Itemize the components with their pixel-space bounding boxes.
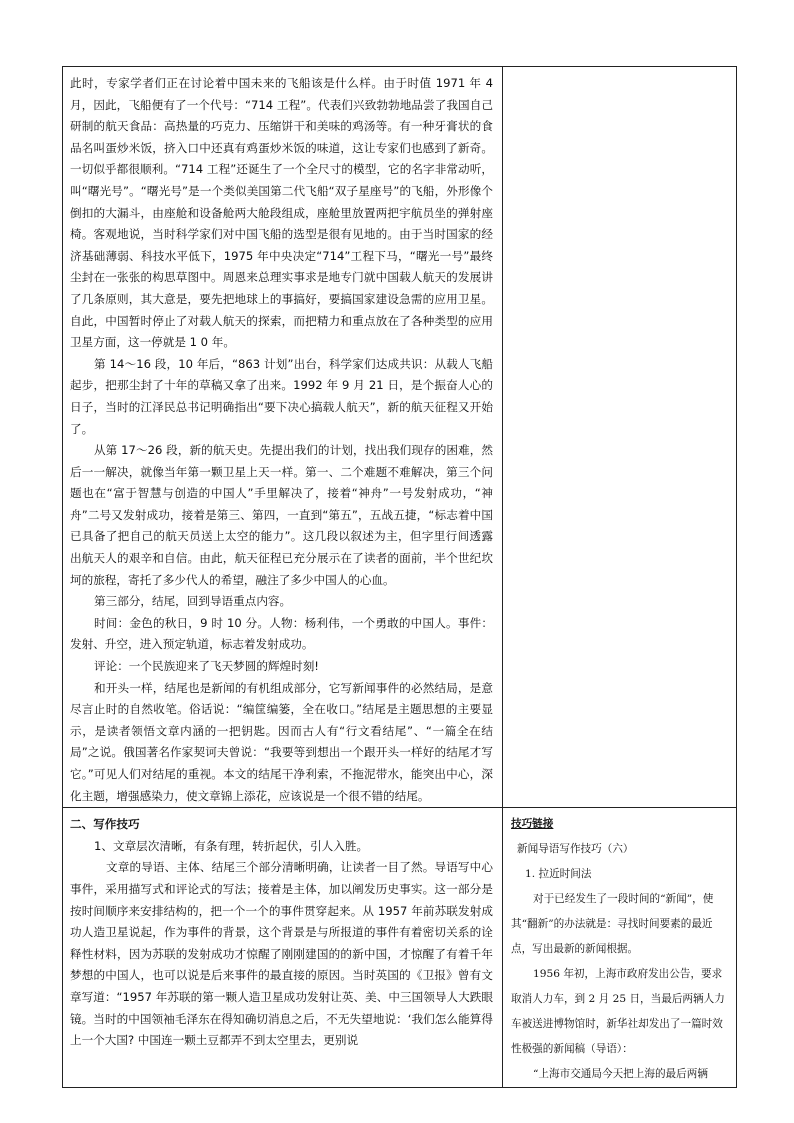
writing-skills-cell bbox=[63, 808, 503, 1088]
empty-side-cell bbox=[503, 67, 737, 808]
section-heading: 二、写作技巧 bbox=[70, 817, 140, 832]
paragraph-part-three: 第三部分，结尾，回到导语重点内容。 bbox=[94, 594, 292, 609]
skill-point: 1、文章层次清晰，有条有理，转折起伏，引人入胜。 bbox=[94, 838, 369, 853]
tips-point: 1. 拉近时间法 bbox=[525, 868, 592, 881]
tips-text bbox=[503, 808, 736, 1087]
table-row bbox=[63, 808, 737, 1088]
tips-cell bbox=[503, 808, 737, 1088]
paragraph-time-person-event: 时间：金色的秋日，9 时 10 分。人物：杨利伟，一个勇敢的中国人。事件：发射、升空，进入预定轨道，标志着发射成功。 bbox=[70, 615, 493, 652]
analysis-cell bbox=[63, 67, 503, 808]
table-row bbox=[63, 67, 737, 808]
writing-skills-text bbox=[63, 808, 502, 1052]
analysis-text bbox=[63, 67, 502, 807]
tips-text-3: “上海市交通局今天把上海的最后两辆 bbox=[533, 1068, 708, 1081]
paragraph-comment: 评论：一个民族迎来了飞天梦圆的辉煌时刻! bbox=[94, 659, 319, 674]
tips-title: 技巧链接 bbox=[511, 818, 554, 831]
paragraph-background-714: 此时，专家学者们正在讨论着中国未来的飞船该是什么样。由于时值 1971 年 4 月，因此，飞船便有了一个代号：“714 工程”。代表们兴致勃勃地品尝了我国自己研制的航天食品：高热量的巧克力、压缩饼干和美味的鸡汤等。有一种牙膏状的食品名叫蛋炒米饭，挤入口中还真有鸡蛋炒米饭的味道，这让专家们也感到了新奇。一切似乎都很顺利。“714 工程”还诞生了一个全尺寸的模型，它的名字非常动听，叫“曙光号”。“曙光号”是一个类似美国第二代飞船“双子星座号”的飞船，外形像个倒扣的大漏斗，由座舱和设备舱两大舱段组成，座舱里放置两把宇航员坐的弹射座椅。客观地说，当时科学家们对中国飞船的选型是很有见地的。由于当时国家的经济基础薄弱、科技水平低下，1975 年中央决定“714”工程下马，“曙光一号”最终尘封在一张张的构思草图中。周恩来总理实事求是地专门就中国载人航天的发展讲了几条原则，其大意是，要先把地球上的事搞好，要搞国家建设急需的应用卫星。自此，中国暂时停止了对载人航天的探索，而把精力和重点放在了各种类型的应用卫星方面，这一停就是 1 0 年。 bbox=[70, 76, 493, 350]
paragraph-ending-analysis: 和开头一样，结尾也是新闻的有机组成部分，它写新闻事件的必然结局，是意尽言止时的自然收笔。俗话说：“编筐编篓，全在收口。”结尾是主题思想的主要显示，是读者领悟文章内涵的一把钥匙。因而古人有“行文看结尾”、“一篇全在结局”之说。俄国著名作家契诃夫曾说：“我要等到想出一个跟开头一样好的结尾才写它。”可见人们对结尾的重视。本文的结尾干净利索，不拖泥带水，能突出中心，深化主题，增强感染力，使文章锦上添花，应该说是一个很不错的结尾。 bbox=[70, 680, 493, 803]
content-table bbox=[62, 66, 737, 1088]
paragraph-new-history: 从第 17～26 段，新的航天史。先提出我们的计划，找出我们现存的困难，然后一一解决，就像当年第一颗卫星上天一样。第一、二个难题不难解决，第三个问题也在“富于智慧与创造的中国人”手里解决了，接着“神舟”一号发射成功，“神舟”二号又发射成功，接着是第三、第四，一直到“第五”，五战五捷，“标志着中国已具备了把自己的航天员送上太空的能力”。这几段以叙述为主，但字里行间透露出航天人的艰辛和自信。由此，航天征程已充分展示在了读者的面前，半个世纪坎坷的旅程，寄托了多少代人的希望，融注了多少中国人的心血。 bbox=[70, 443, 493, 587]
tips-subtitle: 新闻导语写作技巧（六） bbox=[517, 843, 634, 856]
paragraph-863-plan: 第 14～16 段，10 年后，“863 计划”出台，科学家们达成共识：从载人飞船起步，把那尘封了十年的草稿又拿了出来。1992 年 9 月 21 日，是个振奋人心的日子，当时的江泽民总书记明确指出“要下决心搞载人航天”，新的航天征程又开始了。 bbox=[70, 356, 493, 436]
skill-body: 文章的导语、主体、结尾三个部分清晰明确，让读者一目了然。导语写中心事件，采用描写式和评论式的写法；接着是主体，加以阐发历史事实。这一部分是按时间顺序来安排结构的，把一个一个的事件贯穿起来。从 1957 年前苏联发射成功人造卫星说起，作为事件的背景，这个背景是与所报道的事件有着密切关系的诠释性材料，因为苏联的发射成功才惊醒了刚刚建国的的新中国，才惊醒了有着千年梦想的中国人，也可以说是后来事件的最直接的原因。当时英国的《卫报》曾有文章写道：“1957 年苏联的第一颗人造卫星成功发射让英、美、中三国领导人大跌眼镜。当时的中国领袖毛泽东在得知确切消息之后，不无失望地说：‘我们怎么能算得上一个大国? 中国连一颗土豆都弄不到太空里去，更别说 bbox=[70, 860, 493, 1048]
tips-text-1: 对于已经发生了一段时间的“新闻”，使其“翻新”的办法就是：寻找时间要素的最近点，写出最新的新闻根据。 bbox=[511, 893, 714, 956]
tips-text-2: 1956 年初，上海市政府发出公告，要求取消人力车，到 2 月 25 日，当最后两辆人力车被送进博物馆时，新华社却发出了一篇时效性极强的新闻稿（导语）： bbox=[511, 968, 725, 1056]
